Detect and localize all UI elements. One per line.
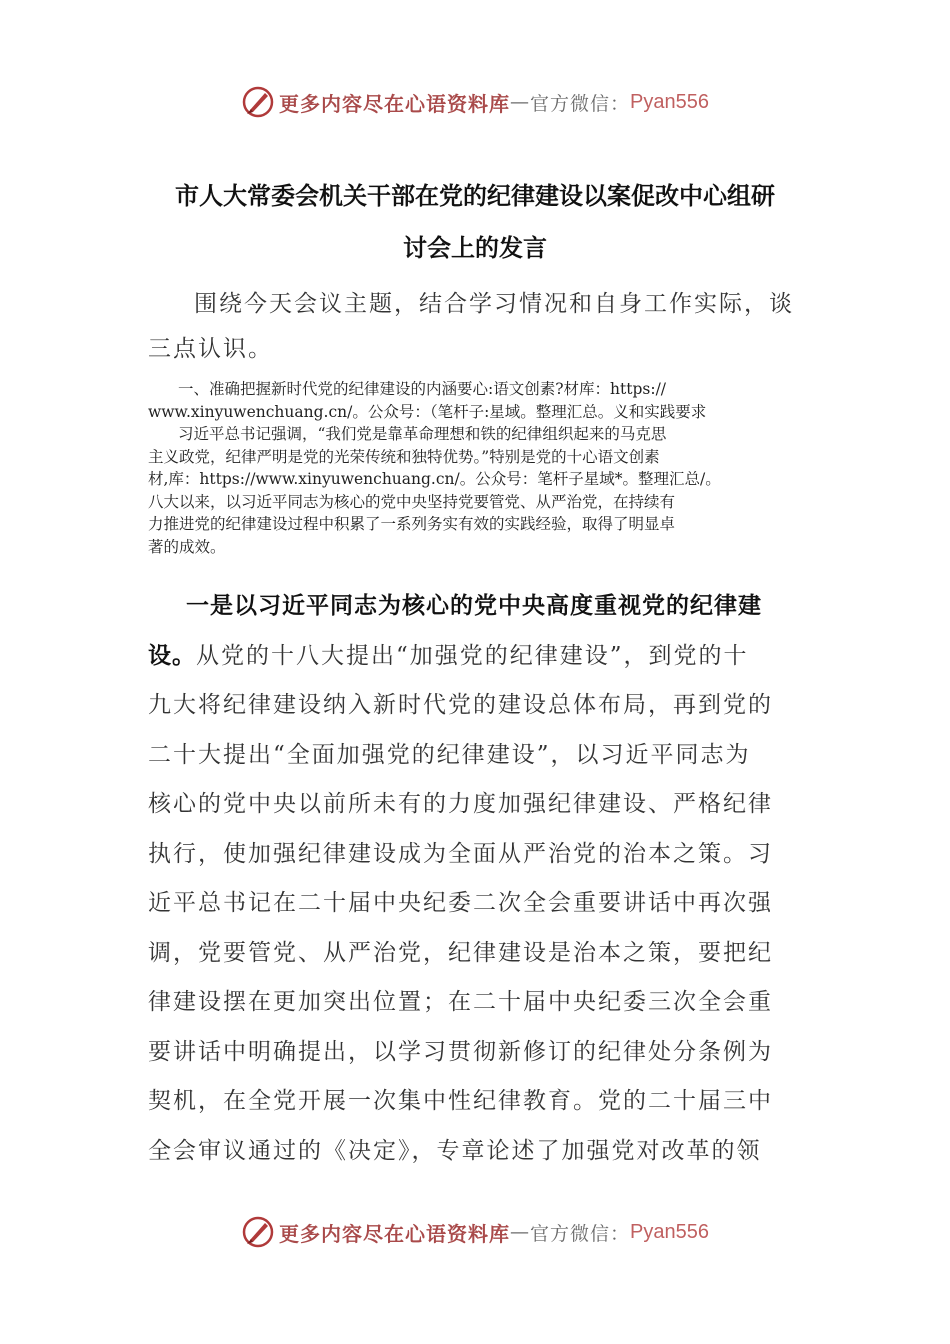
point-1-lead-line-2: 设。 (148, 642, 196, 669)
section-1-line: 著的成效。 (148, 537, 226, 556)
body-line: 执行，使加强纪律建设成为全面从严治党的治本之策。习 (148, 840, 773, 867)
header-banner (0, 82, 950, 122)
body-line: 契机，在全党开展一次集中性纪律教育。党的二十届三中 (148, 1088, 773, 1114)
pen-logo-icon (241, 1215, 275, 1249)
title-line-1: 市人大常委会机关干部在党的纪律建设以案促改中心组研 (175, 182, 775, 210)
banner-main-text: 更多内容尽在心语资料库 (279, 91, 510, 116)
body-line: 从党的十八大提出“加强党的纪律建设”，到党的十 (196, 642, 749, 669)
point-1-lead-line-1: 一是以习近平同志为核心的党中央高度重视党的纪律建 (186, 593, 762, 619)
banner-separator: — (510, 91, 530, 113)
footer-main-text: 更多内容尽在心语资料库 (279, 1221, 510, 1246)
section-1-line: 主义政党，纪律严明是党的光荣传统和独特优势。”特别是党的十心语文创素 (148, 447, 660, 466)
section-1-line: 习近平总书记强调，“我们党是靠革命理想和铁的纪律组织起来的马克思 (178, 425, 667, 443)
section-1-line: 材,库：https://www.xinyuwenchuang.cn/。公众号：笔杆子星域*。整理汇总/。 (148, 470, 721, 488)
footer-separator: — (510, 1221, 530, 1243)
section-1-line: www.xinyuwenchuang.cn/。公众号：（笔杆子:星域。整理汇总。义和实践要求 (148, 402, 707, 421)
footer-wechat-id: Pyan556 (630, 1220, 709, 1243)
body-line: 全会审议通过的《决定》，专章论述了加强党对改革的领 (148, 1137, 762, 1164)
footer-banner (0, 1212, 950, 1252)
document-title (148, 170, 802, 274)
body-line: 九大将纪律建设纳入新时代党的建设总体布局，再到党的 (148, 692, 773, 718)
body-line: 要讲话中明确提出，以学习贯彻新修订的纪律处分条例为 (148, 1038, 773, 1065)
section-1-line: 一、准确把握新时代党的纪律建设的内涵要心:语文创素?材库：https:// (178, 380, 667, 398)
section-1-line: 力推进党的纪律建设过程中积累了一系列务实有效的实践经验，取得了明显卓 (148, 515, 676, 533)
body-line: 核心的党中央以前所未有的力度加强纪律建设、严格纪律 (148, 791, 773, 817)
body-line: 律建设摆在更加突出位置；在二十届中央纪委三次全会重 (148, 989, 773, 1015)
title-line-2: 讨会上的发言 (403, 234, 547, 262)
body-line: 二十大提出“全面加强党的纪律建设”，以习近平同志为 (148, 741, 751, 768)
footer-official-label: 官方微信： (530, 1222, 631, 1245)
intro-paragraph: 围绕今天会议主题，结合学习情况和自身工作实际，谈三点认识。 (148, 291, 794, 362)
banner-official-label: 官方微信： (530, 92, 631, 115)
section-1-paragraph (148, 378, 798, 558)
body-line: 近平总书记在二十届中央纪委二次全会重要讲话中再次强 (148, 890, 773, 916)
point-1-paragraph (148, 582, 798, 1176)
section-1-line: 八大以来，以习近平同志为核心的党中央坚持党要管党、从严治党，在持续有 (148, 492, 676, 511)
pen-logo-icon (241, 85, 275, 119)
body-line: 调，党要管党、从严治党，纪律建设是治本之策，要把纪 (148, 939, 773, 966)
banner-wechat-id: Pyan556 (630, 90, 709, 113)
